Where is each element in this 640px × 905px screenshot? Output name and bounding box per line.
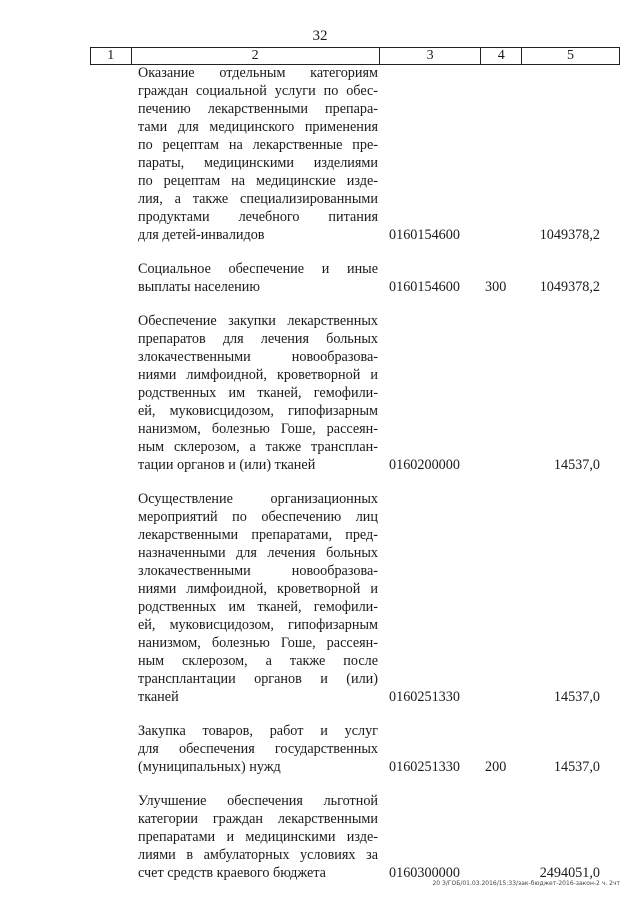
row-amount: 1049378,2 <box>539 279 600 295</box>
description-line: тации органов и (или) тканей <box>138 457 316 473</box>
table-row <box>0 722 640 776</box>
row-amount: 14537,0 <box>553 759 600 775</box>
column-header-table <box>90 47 620 65</box>
description-line: Оказание отдельным категориям <box>138 65 378 81</box>
table-row <box>0 792 640 882</box>
description-line: ниями лимфоидной, кроветворной и <box>138 581 378 597</box>
description-line: счет средств краевого бюджета <box>138 865 326 881</box>
row-description <box>138 490 378 706</box>
row-code: 0160154600 <box>389 279 460 295</box>
description-line: лия, а также специализированными <box>138 191 378 207</box>
description-line: нанизмом, болезнью Гоше, рассеян- <box>138 421 378 437</box>
description-line: тами для медицинского применения <box>138 119 378 135</box>
description-line: тканей <box>138 689 179 705</box>
row-description <box>138 312 378 474</box>
description-line: печению лекарственными препара- <box>138 101 378 117</box>
column-header-5: 5 <box>522 48 620 65</box>
description-line: Осуществление организационных <box>138 491 378 507</box>
page-number: 32 <box>312 28 328 44</box>
description-line: продуктами лечебного питания <box>138 209 378 225</box>
row-amount: 14537,0 <box>553 457 600 473</box>
description-line: ным склерозом, а также после <box>138 653 378 669</box>
budget-rows <box>0 64 640 898</box>
description-line: мероприятий по обеспечению лиц <box>138 509 378 525</box>
description-line: граждан социальной услуги по обес- <box>138 83 378 99</box>
description-line: трансплантации органов и (или) <box>138 671 378 687</box>
description-line: выплаты населению <box>138 279 260 295</box>
row-expense-type: 200 <box>485 759 507 775</box>
description-line: ниями лимфоидной, кроветворной и <box>138 367 378 383</box>
description-line: препаратов для лечения больных <box>138 331 378 347</box>
description-line: Закупка товаров, работ и услуг <box>138 723 378 739</box>
row-code: 0160200000 <box>389 457 460 473</box>
description-line: нанизмом, болезнью Гоше, рассеян- <box>138 635 378 651</box>
description-line: (муниципальных) нужд <box>138 759 281 775</box>
row-amount: 1049378,2 <box>539 227 600 243</box>
row-code: 0160251330 <box>389 759 460 775</box>
row-amount: 14537,0 <box>553 689 600 705</box>
column-header-2: 2 <box>131 48 379 65</box>
description-line: ей, муковисцидозом, гипофизарным <box>138 617 378 633</box>
description-line: препаратами и медицинскими изде- <box>138 829 378 845</box>
table-row <box>0 312 640 474</box>
row-amount: 2494051,0 <box>539 865 600 881</box>
description-line: параты, медицинскими изделиями <box>138 155 378 171</box>
row-code: 0160154600 <box>389 227 460 243</box>
description-line: злокачественными новообразова- <box>138 349 378 365</box>
footer-note: 20 З/ГОБ/01.03.2016/15:33/зак-бюджет-2016-закон-2 ч. 2чт <box>432 880 620 887</box>
column-header-3: 3 <box>379 48 481 65</box>
description-line: Социальное обеспечение и иные <box>138 261 378 277</box>
table-row <box>0 260 640 296</box>
description-line: ным склерозом, а также трансплан- <box>138 439 378 455</box>
description-line: злокачественными новообразова- <box>138 563 378 579</box>
row-description <box>138 260 378 296</box>
description-line: лекарственными препаратами, пред- <box>138 527 378 543</box>
description-line: родственных им тканей, гемофили- <box>138 599 378 615</box>
column-header-4: 4 <box>481 48 522 65</box>
description-line: лиями в амбулаторных условиях за <box>138 847 378 863</box>
row-description <box>138 64 378 244</box>
description-line: ей, муковисцидозом, гипофизарным <box>138 403 378 419</box>
description-line: для обеспечения государственных <box>138 741 378 757</box>
description-line: родственных им тканей, гемофили- <box>138 385 378 401</box>
table-row <box>0 64 640 244</box>
description-line: категории граждан лекарственными <box>138 811 378 827</box>
row-description <box>138 722 378 776</box>
description-line: для детей-инвалидов <box>138 227 265 243</box>
row-code: 0160300000 <box>389 865 460 881</box>
description-line: Улучшение обеспечения льготной <box>138 793 378 809</box>
description-line: по рецептам на медицинские изде- <box>138 173 378 189</box>
row-expense-type: 300 <box>485 279 507 295</box>
description-line: Обеспечение закупки лекарственных <box>138 313 378 329</box>
row-code: 0160251330 <box>389 689 460 705</box>
column-header-1: 1 <box>91 48 132 65</box>
row-description <box>138 792 378 882</box>
table-row <box>0 490 640 706</box>
description-line: по рецептам на лекарственные пре- <box>138 137 378 153</box>
description-line: назначенными для лечения больных <box>138 545 378 561</box>
